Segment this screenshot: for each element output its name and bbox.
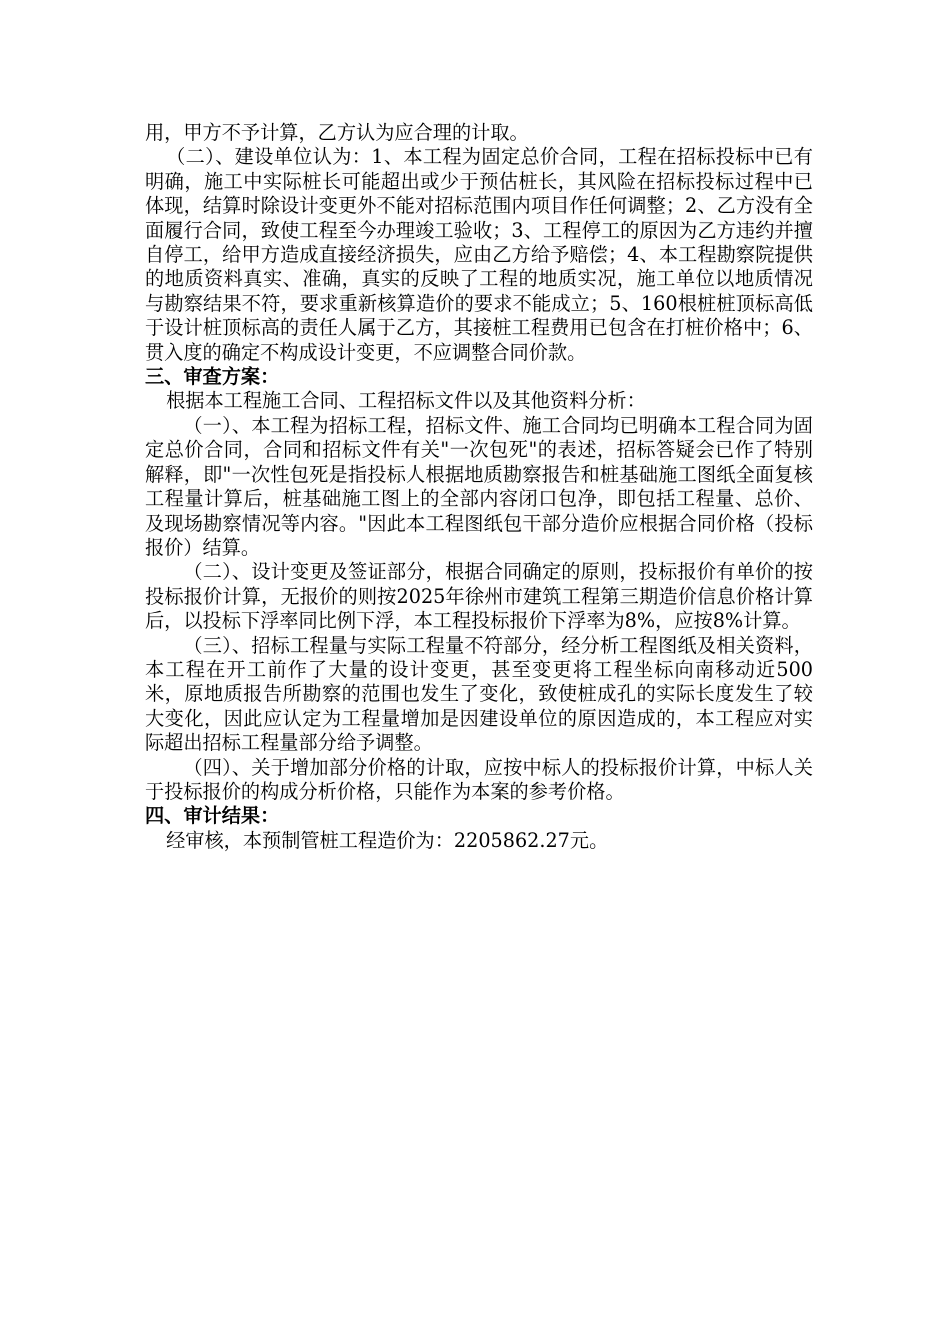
section-heading-audit-result: 四、审计结果： <box>145 804 280 828</box>
paragraph-item-4: （四）、关于增加部分价格的计取，应按中标人的投标报价计算，中标人关于投标报价的构成分析价格，只能作为本案的参考价格。 <box>145 755 813 803</box>
paragraph-item-2: （二）、设计变更及签证部分，根据合同确定的原则，投标报价有单价的按投标报价计算，无报价的则按2025年徐州市建筑工程第三期造价信息价格计算后，以投标下浮率同比例下浮，本工程投标报价下浮率为8%，应按8%计算。 <box>145 560 813 633</box>
paragraph-owner-view: （二）、建设单位认为：1、本工程为固定总价合同，工程在招标投标中已有明确，施工中实际桩长可能超出或少于预估桩长，其风险在招标投标过程中已体现，结算时除设计变更外不能对招标范围内项目作任何调整；2、乙方没有全面履行合同，致使工程至今办理竣工验收；3、工程停工的原因为乙方违约并擅自停工，给甲方造成直接经济损失，应由乙方给予赔偿；4、本工程勘察院提供的地质资料真实、准确，真实的反映了工程的地质实况，施工单位以地质情况与勘察结果不符，要求重新核算造价的要求不能成立；5、160根桩桩顶标高低于设计桩顶标高的责任人属于乙方，其接桩工程费用已包含在打桩价格中；6、贯入度的确定不构成设计变更，不应调整合同价款。 <box>145 145 813 364</box>
paragraph-audit-result: 经审核，本预制管桩工程造价为：2205862.27元。 <box>166 828 609 852</box>
paragraph-item-3: （三）、招标工程量与实际工程量不符部分，经分析工程图纸及相关资料，本工程在开工前作了大量的设计变更，甚至变更将工程坐标向南移动近500米，原地质报告所勘察的范围也发生了变化，致使桩成孔的实际长度发生了较大变化，因此应认定为工程量增加是因建设单位的原因造成的，本工程应对实际超出招标工程量部分给予调整。 <box>145 633 813 755</box>
paragraph-continuation: 用，甲方不予计算，乙方认为应合理的计取。 <box>145 121 529 144</box>
paragraph-item-1: （一）、本工程为招标工程，招标文件、施工合同均已明确本工程合同为固定总价合同，合同和招标文件有关"一次包死"的表述，招标答疑会已作了特别解释，即"一次性包死是指投标人根据地质勘察报告和桩基础施工图纸全面复核工程量计算后，桩基础施工图上的全部内容闭口包净，即包括工程量、总价、及现场勘察情况等内容。"因此本工程图纸包干部分造价应根据合同价格（投标报价）结算。 <box>145 413 813 559</box>
paragraph-analysis-basis: 根据本工程施工合同、工程招标文件以及其他资料分析： <box>166 389 646 413</box>
section-heading-review-plan: 三、审查方案： <box>145 365 280 389</box>
document-body <box>145 121 813 853</box>
